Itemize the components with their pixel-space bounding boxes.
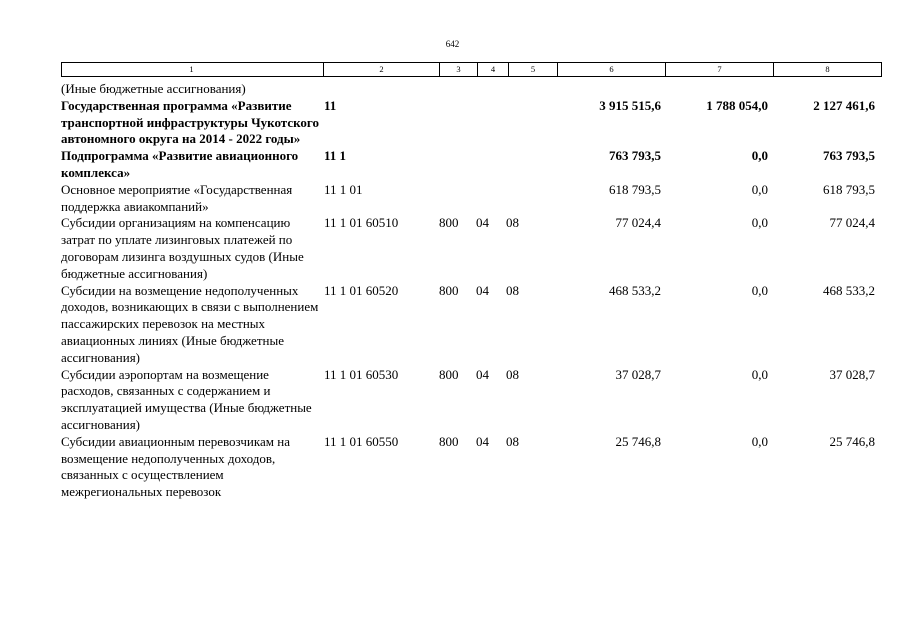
column-header-table: [61, 62, 882, 77]
row-value-6: 37 028,7: [615, 366, 661, 382]
column-header-8: 8: [774, 63, 882, 77]
row-value-7: 1 788 054,0: [706, 97, 768, 113]
row-col3: [439, 81, 476, 98]
row-name: Субсидии аэропортам на возмещение расходов, связанных с содержанием и эксплуатацией имущества (Иные бюджетные ассигнования): [61, 366, 312, 432]
row-code: 11 1: [324, 148, 347, 164]
row-code: 11 1 01 60550: [324, 433, 399, 449]
row-value-6: 25 746,8: [615, 433, 661, 449]
table-row: [61, 98, 875, 148]
row-value-7: 0,0: [751, 181, 768, 197]
row-col3: 800: [439, 282, 459, 298]
row-code: 11 1 01 60520: [324, 282, 399, 298]
row-code: 11: [324, 97, 337, 113]
table-row: [61, 148, 875, 182]
row-col4: 04: [476, 433, 489, 449]
row-col4: [476, 81, 506, 98]
table-row: [61, 283, 875, 367]
row-col4: 04: [476, 366, 489, 382]
row-name: Субсидии организациям на компенсацию затрат по уплате лизинговых платежей по договорам лизинга воздушных судов (Иные бюджетные ассигнования): [61, 215, 304, 281]
row-value-7: 0,0: [751, 215, 768, 231]
row-value-8: 618 793,5: [823, 181, 875, 197]
row-col5: [506, 182, 554, 216]
row-value-8: 763 793,5: [823, 148, 875, 164]
column-header-6: 6: [558, 63, 666, 77]
row-col4: 04: [476, 282, 489, 298]
column-header-4: 4: [478, 63, 509, 77]
row-name: Субсидии на возмещение недополученных доходов, возникающих в связи с выполнением пассажирских перевозок на местных авиационных линиях (Иные бюджетные ассигнования): [61, 282, 319, 365]
column-header-3: 3: [440, 63, 478, 77]
row-value-8: 25 746,8: [829, 433, 875, 449]
row-col5: 08: [506, 215, 519, 231]
table-row: [61, 81, 875, 98]
row-value-7: 0,0: [751, 366, 768, 382]
row-col5: 08: [506, 433, 519, 449]
budget-table: [61, 81, 875, 501]
row-value-8: [768, 81, 875, 98]
table-row: [61, 367, 875, 434]
column-header-1: 1: [62, 63, 324, 77]
row-col5: [506, 98, 554, 148]
row-code: [322, 81, 439, 98]
column-header-row: [62, 63, 882, 77]
row-code: 11 1 01: [324, 181, 363, 197]
row-name: Государственная программа «Развитие транспортной инфраструктуры Чукотского автономного округа на 2014 - 2022 годы»: [61, 97, 320, 147]
row-col4: [476, 148, 506, 182]
row-name: Субсидии авиационным перевозчикам на возмещение недополученных доходов, связанных с осуществлением межрегиональных перевозок: [61, 433, 290, 500]
row-code: 11 1 01 60510: [324, 215, 399, 231]
row-col3: [439, 98, 476, 148]
row-col4: 04: [476, 215, 489, 231]
row-col5: 08: [506, 366, 519, 382]
row-col5: [506, 81, 554, 98]
row-value-8: 468 533,2: [823, 282, 875, 298]
row-name: Основное мероприятие «Государственная поддержка авиакомпаний»: [61, 181, 293, 214]
row-value-7: [661, 81, 768, 98]
row-value-7: 0,0: [751, 148, 768, 164]
row-code: 11 1 01 60530: [324, 366, 399, 382]
table-row: [61, 434, 875, 501]
column-header-5: 5: [509, 63, 558, 77]
row-value-8: 2 127 461,6: [813, 97, 875, 113]
row-col4: [476, 98, 506, 148]
table-row: [61, 215, 875, 282]
row-value-6: [554, 81, 661, 98]
row-col3: 800: [439, 215, 459, 231]
row-col5: 08: [506, 282, 519, 298]
row-value-7: 0,0: [751, 282, 768, 298]
row-col3: [439, 148, 476, 182]
table-row: [61, 182, 875, 216]
row-value-8: 77 024,4: [829, 215, 875, 231]
row-col5: [506, 148, 554, 182]
row-name: (Иные бюджетные ассигнования): [61, 81, 246, 96]
row-col3: [439, 182, 476, 216]
row-value-6: 77 024,4: [615, 215, 661, 231]
row-col3: 800: [439, 433, 459, 449]
row-value-6: 618 793,5: [609, 181, 661, 197]
row-name: Подпрограмма «Развитие авиационного комплекса»: [61, 148, 299, 180]
page-number: 642: [445, 39, 460, 49]
row-value-7: 0,0: [751, 433, 768, 449]
column-header-7: 7: [666, 63, 774, 77]
row-col4: [476, 182, 506, 216]
row-value-6: 3 915 515,6: [599, 97, 661, 113]
row-value-6: 763 793,5: [609, 148, 661, 164]
row-value-8: 37 028,7: [829, 366, 875, 382]
row-value-6: 468 533,2: [609, 282, 661, 298]
row-col3: 800: [439, 366, 459, 382]
column-header-2: 2: [324, 63, 440, 77]
